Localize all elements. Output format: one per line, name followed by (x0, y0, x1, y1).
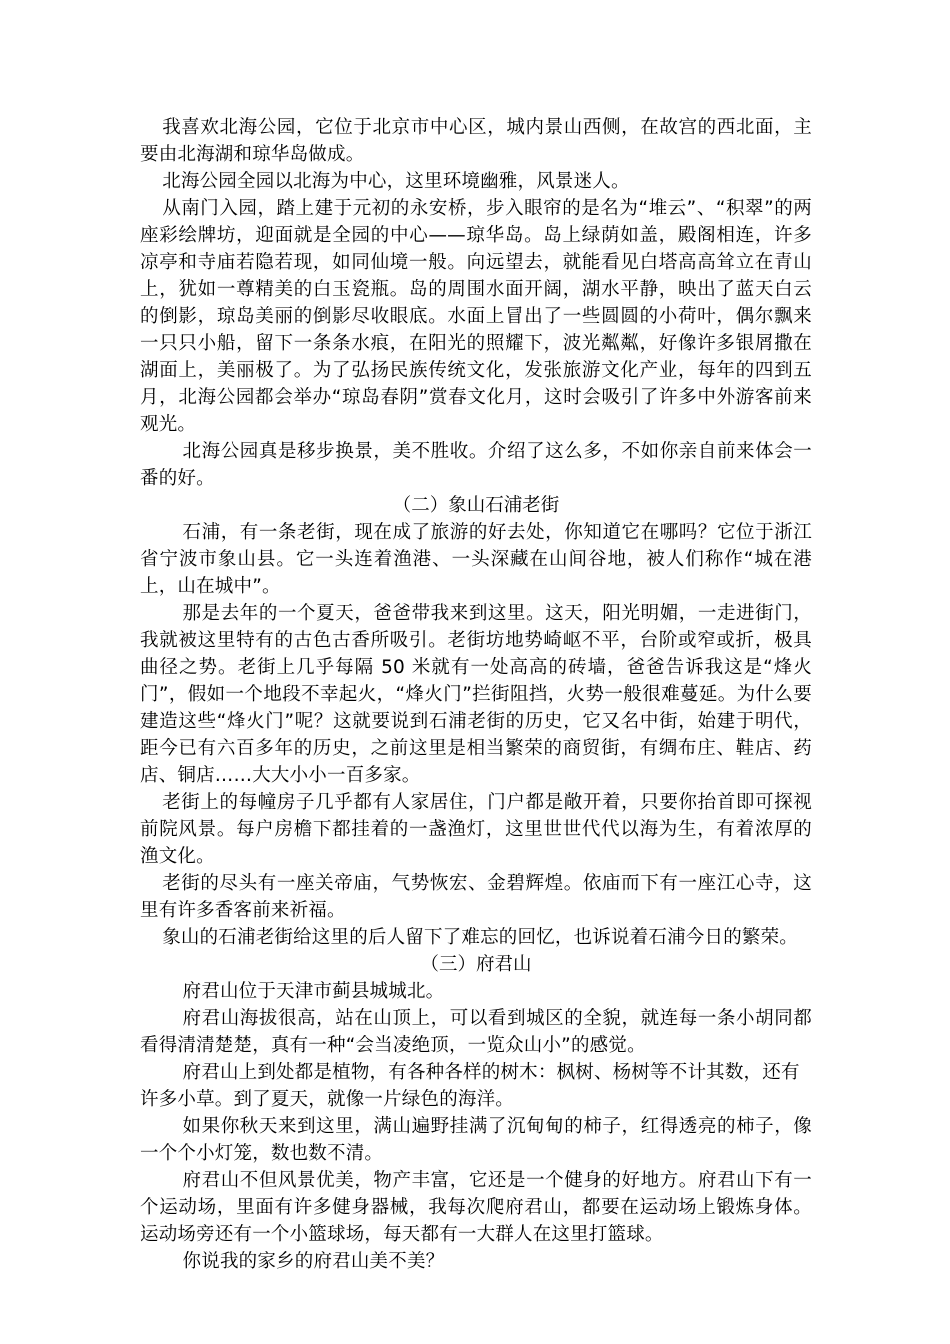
paragraph: 从南门入园，踏上建于元初的永安桥，步入眼帘的是名为“堆云”、“积翠”的两座彩绘牌坊，迎面就是全园的中心——琼华岛。岛上绿荫如盖，殿阁相连，许多凉亭和寺庙若隐若现，如同仙境一般。向远望去，就能看见白塔高高耸立在青山上，犹如一尊精美的白玉瓷瓶。岛的周围水面开阔，湖水平静，映出了蓝天白云的倒影，琼岛美丽的倒影尽收眼底。水面上冒出了一些圆圆的小荷叶，偶尔飘来一只只小船，留下一条条水痕，在阳光的照耀下，波光粼粼，好像许多银屑撒在湖面上，美丽极了。为了弘扬民族传统文化，发张旅游文化产业，每年的四到五月，北海公园都会举办“琼岛春阴”赏春文化月，这时会吸引了许多中外游客前来观光。 (140, 198, 812, 435)
paragraph: 象山的石浦老街给这里的后人留下了难忘的回忆，也诉说着石浦今日的繁荣。 (162, 927, 798, 948)
section-heading: （二）象山石浦老街 (392, 495, 560, 516)
paragraph: 府君山上到处都是植物，有各种各样的树木：枫树、杨树等不计其数，还有 (182, 1062, 800, 1083)
paragraph: 那是去年的一个夏天，爸爸带我来到这里。这天，阳光明媚，一走进街门，我就被这里特有的古色古香所吸引。老街坊地势崎岖不平，台阶或窄或折，极具曲径之势。老街上几乎每隔 50 米就有一处高高的砖墙，爸爸告诉我这是“烽火门”，假如一个地段不幸起火，“烽火门”拦街阻挡，火势一般很难蔓延。为什么要建造这些“烽火门”呢？这就要说到石浦老街的历史，它又名中街，始建于明代，距今已有六百多年的历史，之前这里是相当繁荣的商贸街，有绸布庄、鞋店、药店、铜店……大大小小一百多家。 (140, 603, 812, 786)
paragraph: 老街的尽头有一座关帝庙，气势恢宏、金碧辉煌。依庙而下有一座江心寺，这里有许多香客前来祈福。 (140, 873, 812, 921)
paragraph: 北海公园真是移步换景，美不胜收。介绍了这么多，不如你亲自前来体会一番的好。 (140, 441, 812, 489)
paragraph: 如果你秋天来到这里，满山遍野挂满了沉甸甸的柿子，红得透亮的柿子，像一个个小灯笼，数也数不清。 (140, 1116, 812, 1164)
document-page (140, 114, 812, 1275)
paragraph: 你说我的家乡的府君山美不美？ (182, 1251, 445, 1272)
paragraph: 府君山不但风景优美，物产丰富，它还是一个健身的好地方。府君山下有一个运动场，里面有许多健身器械，我每次爬府君山，都要在运动场上锻炼身体。运动场旁还有一个小篮球场，每天都有一大群人在这里打篮球。 (140, 1170, 812, 1245)
paragraph: 我喜欢北海公园，它位于北京市中心区，城内景山西侧，在故宫的西北面，主要由北海湖和琼华岛做成。 (140, 117, 812, 165)
paragraph: 石浦，有一条老街，现在成了旅游的好去处，你知道它在哪吗？它位于浙江省宁波市象山县。它一头连着渔港、一头深藏在山间谷地，被人们称作“城在港上，山在城中”。 (140, 522, 812, 597)
paragraph: 府君山位于天津市蓟县城城北。 (182, 981, 445, 1002)
paragraph: 许多小草。到了夏天，就像一片绿色的海洋。 (140, 1089, 515, 1110)
section-heading: （三）府君山 (420, 954, 532, 975)
paragraph: 北海公园全园以北海为中心，这里环境幽雅，风景迷人。 (162, 171, 630, 192)
paragraph: 老街上的每幢房子几乎都有人家居住，门户都是敞开着，只要你抬首即可探视前院风景。每户房檐下都挂着的一盏渔灯，这里世世代代以海为生，有着浓厚的渔文化。 (140, 792, 812, 867)
paragraph: 府君山海拔很高，站在山顶上，可以看到城区的全貌，就连每一条小胡同都看得清清楚楚，真有一种“会当凌绝顶，一览众山小”的感觉。 (140, 1008, 812, 1056)
